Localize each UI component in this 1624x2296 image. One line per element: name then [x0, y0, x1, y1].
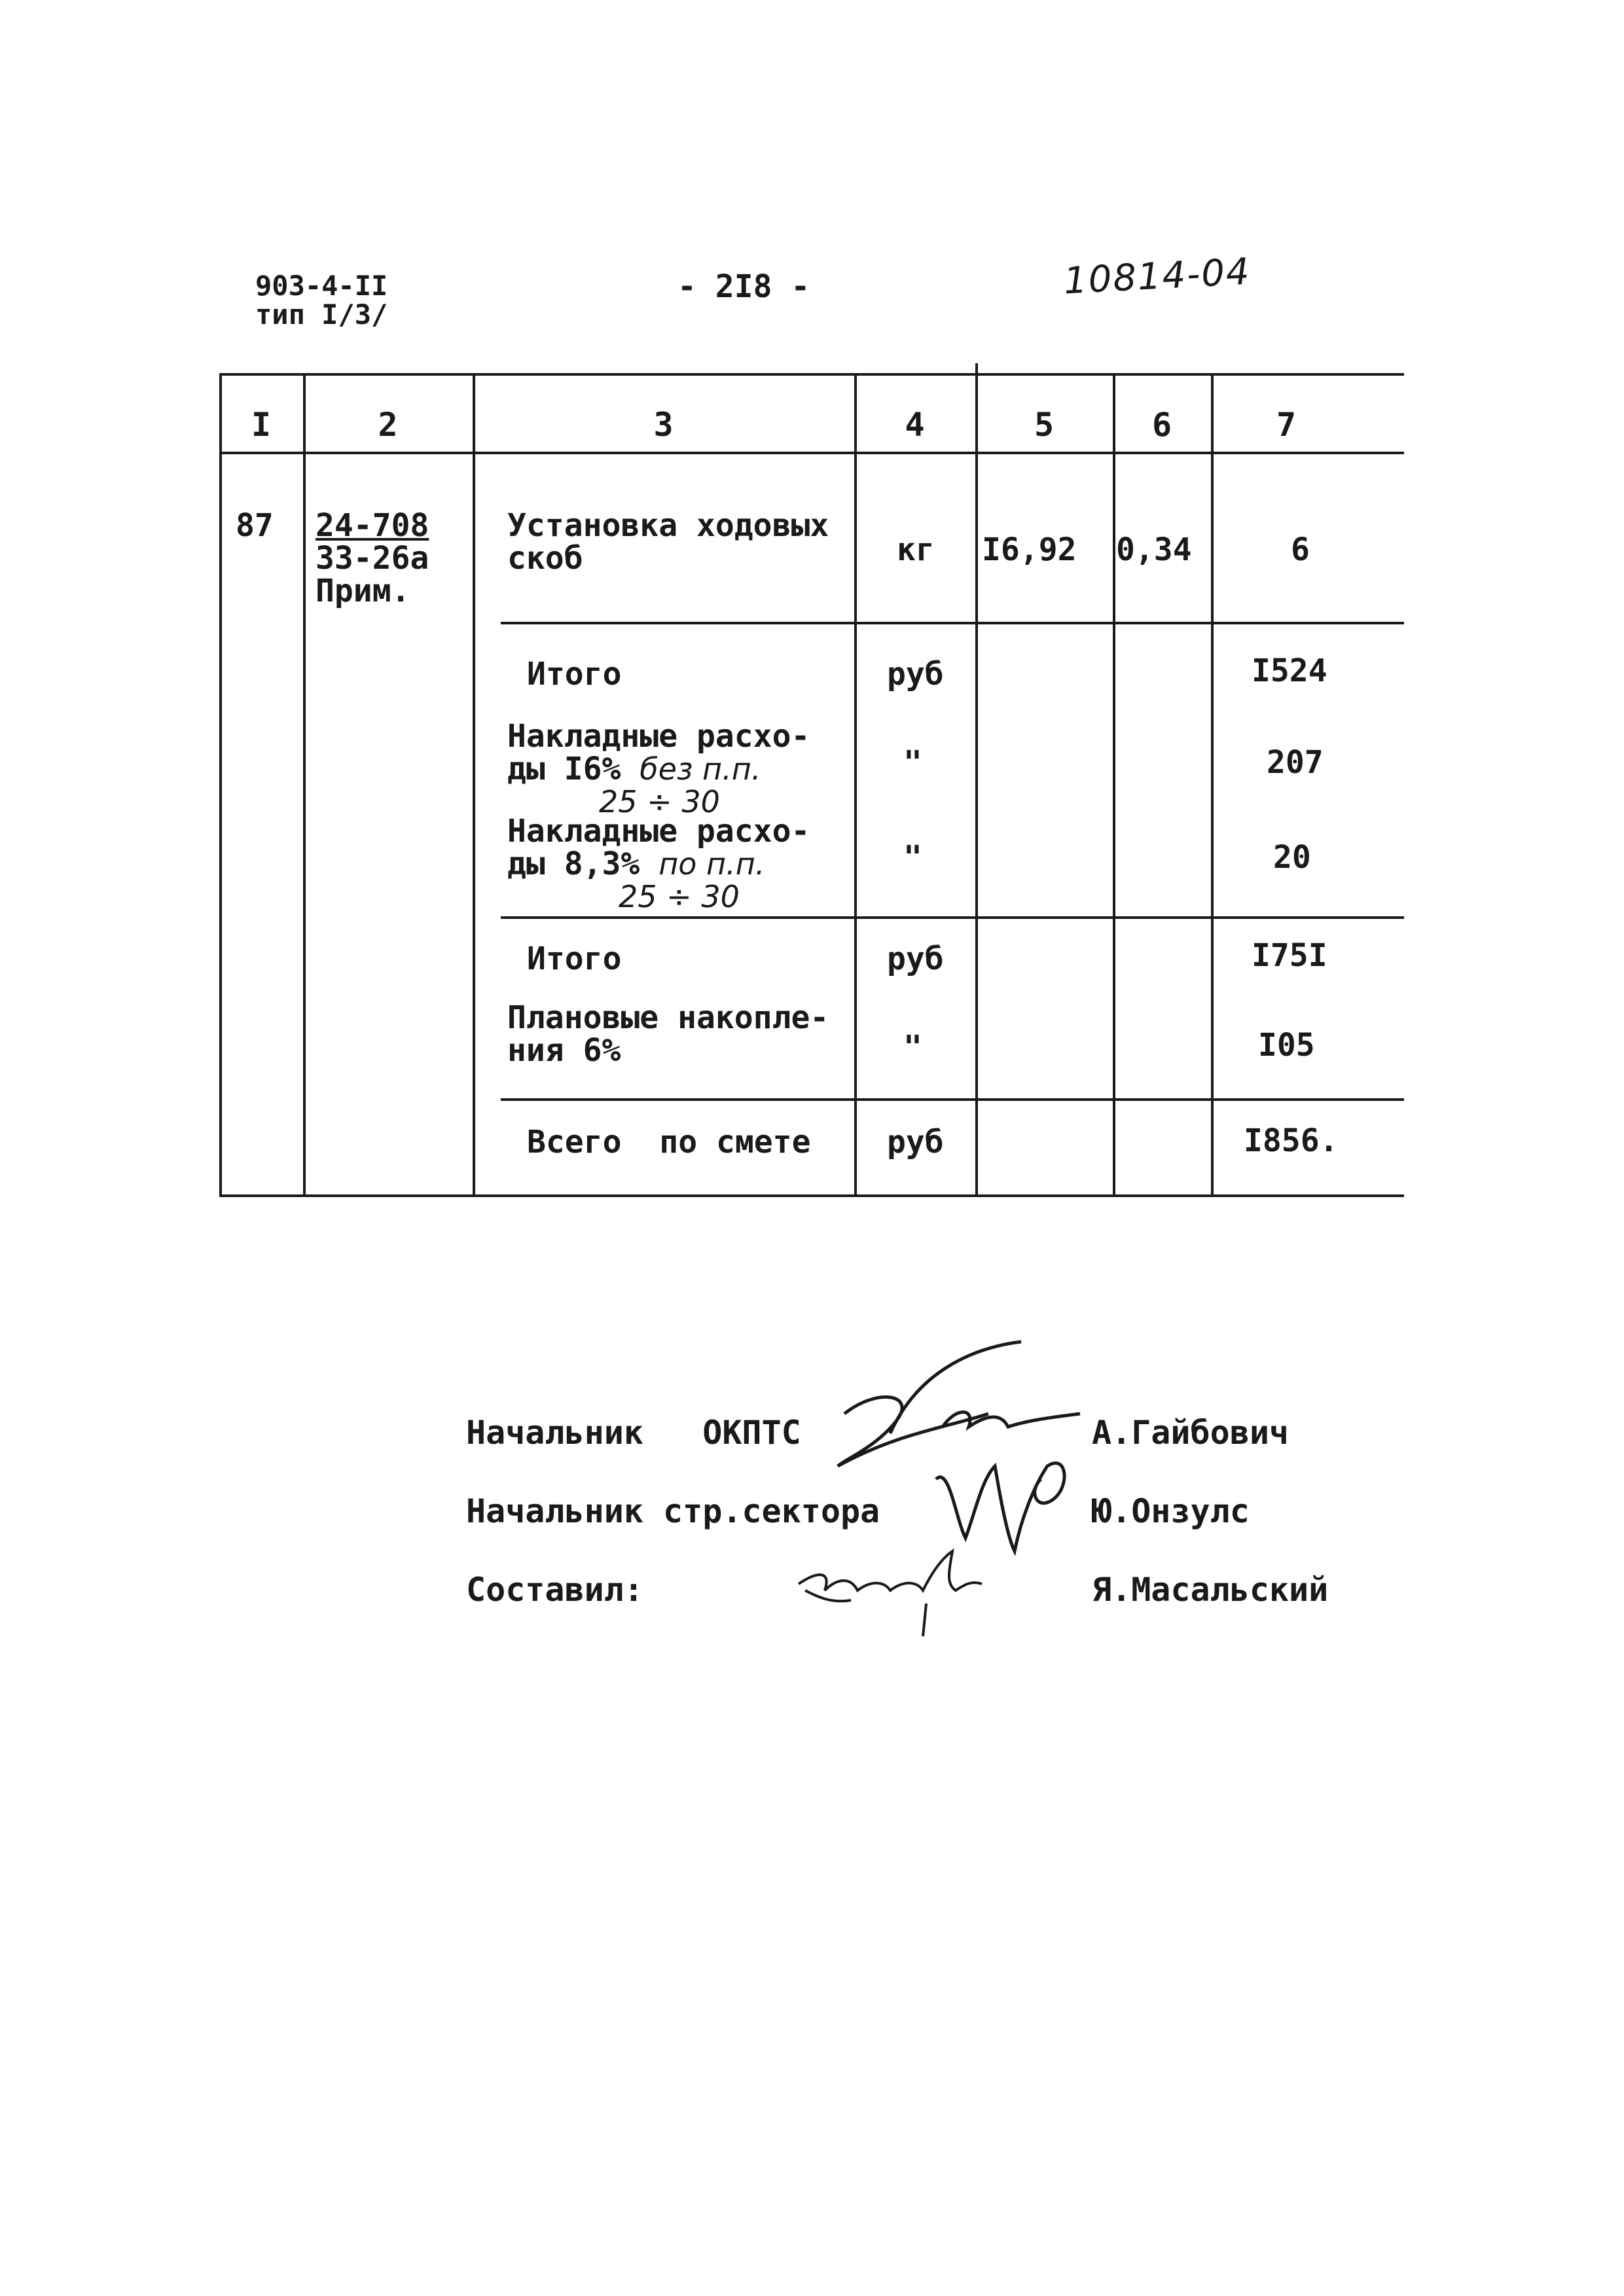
table-left-border [219, 373, 222, 1197]
overhead-2-label [507, 815, 810, 913]
item-reference [316, 509, 429, 607]
handwritten-signature-3 [792, 1545, 988, 1643]
overhead-2-rate: ды 8,3% [507, 846, 640, 882]
col-divider-3 [854, 373, 857, 1197]
grand-total-label: Всего по смете [527, 1124, 811, 1160]
signature-name-1: А.Гайбович [1092, 1414, 1290, 1452]
item-unit: кг [897, 531, 935, 568]
savings-line2: ния 6% [507, 1032, 621, 1069]
inventory-number: 10814-04 [1062, 250, 1252, 303]
subtotal-1-value: I524 [1252, 653, 1327, 689]
item-reference-line3: Прим. [316, 573, 410, 609]
savings-value: I05 [1258, 1027, 1315, 1064]
overhead-1-label [507, 720, 810, 818]
item-quantity: I6,92 [982, 531, 1077, 568]
subtotal-2-label: Итого [527, 941, 622, 977]
subtotal-1-unit: руб [887, 656, 944, 692]
overhead-2-line2 [507, 848, 810, 880]
overhead-2-line1: Накладные расхо- [507, 813, 810, 850]
page-number: - 2I8 - [677, 268, 810, 305]
table-top-border [219, 373, 1404, 376]
savings-line1: Плановые накопле- [507, 999, 829, 1036]
signature-role-3: Составил: [466, 1571, 643, 1609]
signature-role-2: Начальник стр.сектора [466, 1492, 880, 1530]
subtotal-2-unit: руб [887, 941, 944, 977]
overhead-1-rate: ды I6% [507, 751, 621, 787]
document-code [255, 272, 388, 329]
overhead-1-note: без п.п. [640, 751, 761, 787]
col-divider-1 [303, 373, 306, 1197]
signature-name-2: Ю.Онзулс [1092, 1492, 1250, 1530]
item-unit-price: 0,34 [1116, 531, 1192, 568]
subtotal-1-label: Итого [527, 656, 622, 692]
column-header-5: 5 [1034, 406, 1055, 444]
savings-unit: " [903, 1029, 922, 1066]
overhead-2-note: по п.п. [659, 846, 765, 882]
overhead-1-unit: " [903, 744, 922, 781]
table-bottom-border [219, 1194, 1404, 1197]
item-row-divider [501, 622, 1404, 624]
item-reference-line1: 24-708 [316, 507, 429, 544]
col-divider-4 [975, 363, 978, 1197]
column-header-4: 4 [905, 406, 925, 444]
savings-label [507, 1001, 829, 1067]
column-header-7: 7 [1276, 406, 1297, 444]
overhead-1-line1: Накладные расхо- [507, 718, 810, 755]
item-description [507, 509, 829, 575]
item-description-line2: скоб [507, 540, 583, 577]
signature-name-3: Я.Масальский [1092, 1571, 1329, 1609]
table-header-divider [219, 452, 1404, 454]
overhead-1-range: 25 ÷ 30 [599, 784, 720, 819]
col-divider-2 [473, 373, 475, 1197]
item-number: 87 [236, 507, 274, 544]
grand-total-unit: руб [887, 1124, 944, 1160]
overhead-1-value: 207 [1267, 744, 1324, 781]
grand-total-value: I856. [1244, 1122, 1339, 1159]
document-code-line2: тип I/3/ [255, 298, 388, 331]
overhead-2-value: 20 [1273, 839, 1311, 876]
signature-role-1: Начальник ОКПТС [466, 1414, 801, 1452]
savings-divider [501, 1098, 1404, 1101]
column-header-2: 2 [378, 406, 398, 444]
overhead-divider [501, 916, 1404, 919]
overhead-1-line2 [507, 753, 810, 785]
column-header-1: I [251, 406, 272, 444]
document-code-line1: 903-4-II [255, 270, 388, 302]
col-divider-6 [1211, 373, 1214, 1197]
column-header-6: 6 [1151, 406, 1172, 444]
column-header-3: 3 [653, 406, 674, 444]
overhead-2-range: 25 ÷ 30 [619, 879, 740, 914]
col-divider-5 [1113, 373, 1115, 1197]
subtotal-2-value: I75I [1252, 937, 1327, 974]
item-cost: 6 [1291, 531, 1310, 568]
overhead-2-unit: " [903, 839, 922, 876]
item-description-line1: Установка ходовых [507, 507, 829, 544]
item-reference-line2: 33-26а [316, 540, 429, 577]
